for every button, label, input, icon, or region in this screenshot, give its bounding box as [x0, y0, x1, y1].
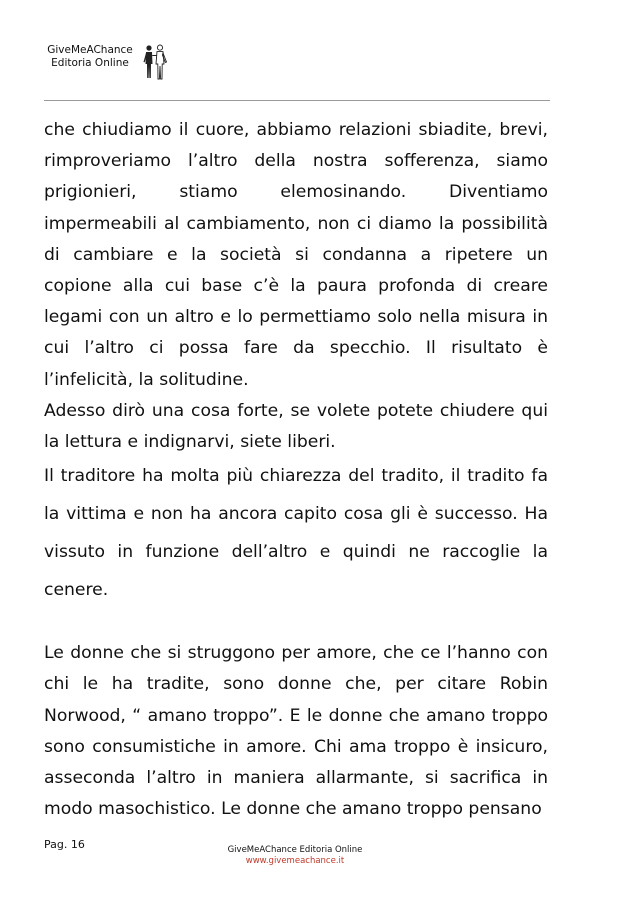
paragraph-1: che chiudiamo il cuore, abbiamo relazioni sbiadite, brevi, rimproveriamo l’altro della nostra sofferenza, siamo prigionieri, stiamo elemosinando. Diventiamo impermeabili al cambiamento, non ci diamo la possibilità di cambiare e la società si condanna a ripetere un copione alla cui base c’è la paura profonda di creare legami con un altro e lo permettiamo solo nella misura in cui l’altro ci possa fare da specchio. Il risultato è l’infelicità, la solitudine.: [44, 120, 548, 390]
brand-line-2: Editoria Online: [51, 57, 129, 69]
page-footer: [210, 845, 380, 867]
page-number: Pag. 16: [44, 838, 85, 851]
footer-url-link[interactable]: www.givemeachance.it: [245, 856, 345, 866]
paragraph-2: Adesso dirò una cosa forte, se volete potete chiudere qui la lettura e indignarvi, siete liberi.: [44, 400, 548, 453]
header-divider: [44, 100, 550, 101]
paragraph-4: Le donne che si struggono per amore, che ce l’hanno con chi le ha tradite, sono donne che, per citare Robin Norwood, “ amano troppo”. E le donne che amano troppo sono consumistiche in amore. Chi ama troppo è insicuro, asseconda l’altro in maniera allarmante, si sacrifica in modo masochistico. Le donne che amano troppo pensano: [44, 643, 548, 820]
paragraph-3: Il traditore ha molta più chiarezza del tradito, il tradito fa la vittima e non ha ancora capito cosa gli è successo. Ha vissuto in funzione dell’altro e quindi ne raccoglie la cenere.: [44, 466, 548, 601]
brand-line-1: GiveMeAChance: [47, 44, 133, 56]
two-figures-logo-icon: [142, 44, 168, 82]
document-body: [44, 115, 548, 825]
footer-publisher: GiveMeAChance Editoria Online: [227, 845, 363, 855]
page-header: [44, 44, 184, 88]
brand-name: [44, 44, 136, 70]
